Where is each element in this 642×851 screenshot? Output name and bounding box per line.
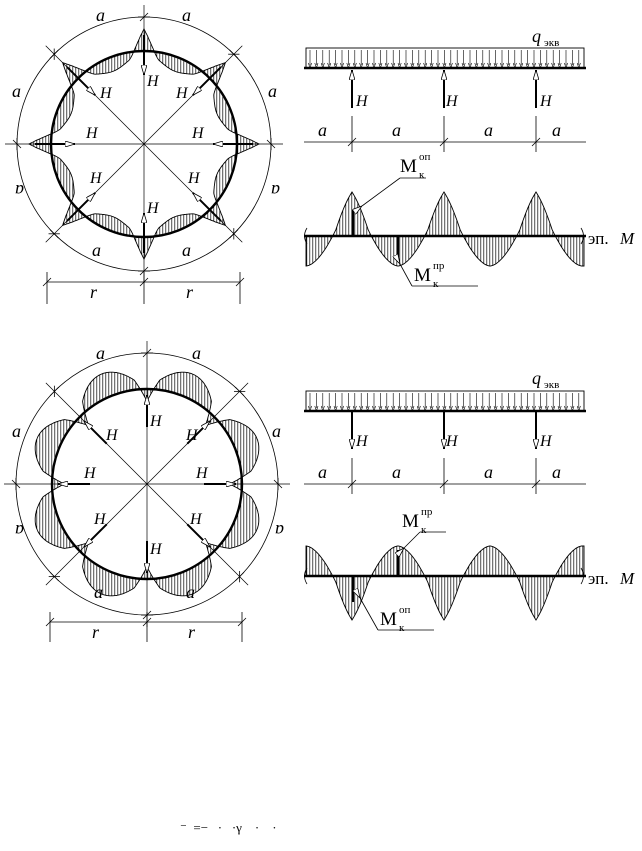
label-a: a — [552, 462, 561, 482]
top-moment-diagram — [304, 151, 635, 290]
label-H: H — [86, 125, 98, 142]
label-a: a — [15, 181, 24, 201]
label-a: a — [192, 343, 201, 363]
radial-force-arrow — [84, 421, 107, 444]
span-dimension — [304, 116, 586, 152]
label-H: H — [147, 73, 159, 90]
moment-label-M: M — [414, 265, 431, 286]
label-a: a — [318, 120, 327, 140]
label-a: a — [392, 120, 401, 140]
label-a: a — [186, 582, 195, 602]
label-a: a — [318, 462, 327, 482]
label-H: H — [190, 511, 202, 528]
leader — [404, 532, 420, 548]
label-a: a — [182, 240, 191, 260]
label-H: H — [150, 541, 162, 558]
moment-label-sup: пр — [421, 506, 433, 518]
support-forces — [352, 411, 536, 449]
leader — [360, 598, 378, 630]
label-H: H — [94, 511, 106, 528]
label-H: H — [196, 465, 208, 482]
bottom-ring-diagram — [4, 341, 290, 642]
distributed-load-arrows — [308, 393, 580, 411]
moment-label-sup: пр — [433, 260, 445, 272]
top-ring-diagram — [5, 5, 283, 304]
bottom-moment-diagram — [304, 506, 635, 634]
label-H: H — [84, 465, 96, 482]
load-label-q-sub: экв — [544, 37, 560, 49]
moment-curve — [306, 192, 584, 266]
span-dimension — [304, 458, 586, 494]
distributed-load-arrows — [308, 50, 580, 68]
label-H: H — [106, 427, 118, 444]
label-H: H — [176, 85, 188, 102]
moment-label-sup: оп — [419, 151, 431, 163]
label-a: a — [268, 81, 277, 101]
label-a: a — [12, 421, 21, 441]
load-label-q: q — [532, 26, 541, 46]
label-a: a — [552, 120, 561, 140]
bottom-beam-scheme — [304, 368, 586, 494]
label-H: H — [192, 125, 204, 142]
label-H: H — [356, 93, 368, 110]
label-H: H — [540, 433, 552, 450]
leader — [362, 178, 400, 206]
moment-label-M: M — [400, 156, 417, 177]
label-H: H — [90, 170, 102, 187]
radial-axes — [4, 341, 290, 627]
support-forces — [352, 70, 536, 108]
top-beam-scheme — [304, 26, 586, 152]
label-a: a — [272, 421, 281, 441]
label-H: H — [186, 427, 198, 444]
moment-label-M: M — [402, 511, 419, 532]
label-H: H — [188, 170, 200, 187]
moment-label-sub: к — [433, 278, 439, 290]
moment-curve — [306, 546, 584, 620]
label-H: H — [100, 85, 112, 102]
moment-label-M: M — [380, 609, 397, 630]
load-label-q-sub: экв — [544, 379, 560, 391]
label-a: a — [484, 120, 493, 140]
diagram-label-ep: эп. — [588, 229, 609, 248]
label-H: H — [446, 433, 458, 450]
label-H: H — [150, 413, 162, 430]
label-a: a — [96, 343, 105, 363]
label-a: a — [275, 521, 284, 541]
radius-dimension — [43, 272, 244, 304]
label-H: H — [540, 93, 552, 110]
diagram-label-M: M — [620, 569, 635, 588]
formula-fragment: ⁻ =− · ·γ · · — [180, 820, 277, 835]
label-H: H — [356, 433, 368, 450]
label-H: H — [147, 200, 159, 217]
label-a: a — [484, 462, 493, 482]
label-r-right: r — [188, 622, 196, 642]
leader — [400, 264, 412, 286]
label-H: H — [446, 93, 458, 110]
moment-label-sup: оп — [399, 604, 411, 616]
load-label-q: q — [532, 368, 541, 388]
label-a: a — [92, 240, 101, 260]
label-a: a — [94, 582, 103, 602]
label-r-left: r — [92, 622, 100, 642]
label-a: a — [15, 521, 24, 541]
diagram-label-M: M — [620, 229, 635, 248]
moment-label-sub: к — [399, 622, 405, 634]
label-a: a — [271, 181, 280, 201]
label-r-left: r — [90, 282, 98, 302]
label-a: a — [392, 462, 401, 482]
label-a: a — [182, 5, 191, 25]
diagram-label-ep: эп. — [588, 569, 609, 588]
label-a: a — [12, 81, 21, 101]
label-r-right: r — [186, 282, 194, 302]
moment-label-sub: к — [421, 524, 427, 536]
label-a: a — [96, 5, 105, 25]
moment-label-sub: к — [419, 169, 425, 181]
